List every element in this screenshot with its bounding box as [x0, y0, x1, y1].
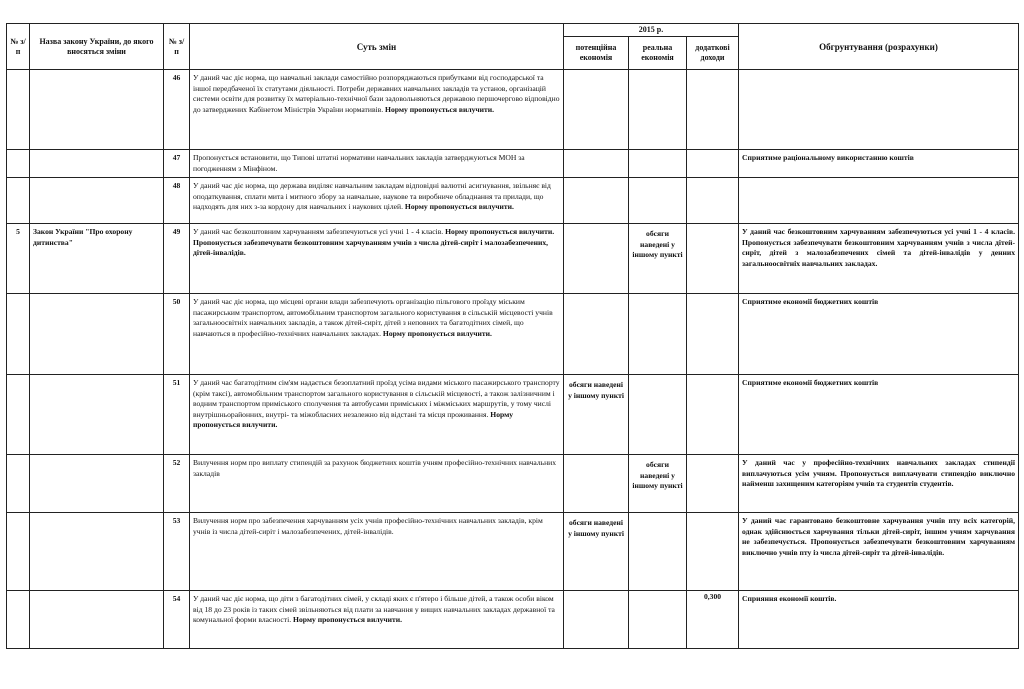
header-year: 2015 р.	[564, 24, 739, 37]
table-row	[7, 455, 1019, 513]
note-real: обсяги наведені у іншому пункті	[632, 460, 683, 490]
row-potential	[564, 294, 629, 375]
table-row	[7, 224, 1019, 294]
row-text-bold: Норму пропонується вилучити.	[382, 328, 492, 338]
row-text	[190, 591, 564, 649]
cell-no	[7, 70, 30, 150]
row-justification: Сприятиме економії бюджетних коштів	[739, 294, 1019, 375]
row-extra	[687, 375, 739, 455]
row-justification: Сприяння економії коштів.	[739, 591, 1019, 649]
note-potential: обсяги наведені у іншому пункті	[568, 380, 624, 400]
table-row	[7, 513, 1019, 591]
row-extra	[687, 224, 739, 294]
row-text	[190, 224, 564, 294]
header-item-no: № з/п	[164, 24, 190, 70]
table-row	[7, 70, 1019, 150]
row-text-bold: Норму пропонується вилучити. Пропонується забезпечувати безкоштовним харчуванням учнів з числа дітей-сиріт і малозабезпечених, дітей-інвалідів.	[193, 227, 555, 257]
row-text-body: Вилучення норм про виплату стипендій за рахунок бюджетних коштів учням професійно-технічних навчальних закладів	[193, 458, 557, 478]
header-potential: потенційна економія	[564, 37, 629, 70]
row-text-body: Вилучення норм про забезпечення харчуванням усіх учнів професійно-технічних навчальних закладів, крім учнів із числа дітей-сиріт і малозабезпечених, дітей-інвалідів.	[193, 516, 543, 536]
cell-no	[7, 150, 30, 178]
row-text	[190, 294, 564, 375]
row-text	[190, 455, 564, 513]
row-item-no: 54	[164, 591, 190, 649]
row-text-body: У даний час безкоштовним харчуванням забезпечуються усі учні 1 - 4 класів.	[193, 227, 444, 236]
row-real	[629, 591, 687, 649]
cell-law	[30, 591, 164, 649]
row-real	[629, 375, 687, 455]
row-potential	[564, 513, 629, 591]
row-text-body: У даний час діє норма, що держава виділяє навчальним закладам відповідні валютні асигнування, звільняє від оподаткування, сплати мита і митного збору за навчальне, наукове та виробниче обладнання та прилади, що надходять для них з-за кордону для навчальних і наукових цілей.	[193, 181, 551, 211]
row-text-bold: Норму пропонується вилучити.	[293, 615, 403, 624]
row-text	[190, 150, 564, 178]
row-text	[190, 70, 564, 150]
note-real: обсяги наведені у іншому пункті	[632, 229, 683, 259]
row-text-body: У даний час діє норма, що місцеві органи влади забезпечують організацію пільгового проїзду міським пасажирським транспортом, автомобільним транспортом загального користування в сільській місцевості учнів загальноосвітніх навчальних закладів, а також дітей-сиріт, дітей з неповних та багатодітних сімей, що навчаються в професійно-технічних навчальних закладах.	[193, 297, 553, 338]
table-row	[7, 294, 1019, 375]
row-item-no: 52	[164, 455, 190, 513]
table-row	[7, 150, 1019, 178]
row-item-no: 46	[164, 70, 190, 150]
row-law-name: Закон України "Про охорону дитинства"	[30, 224, 164, 294]
row-real	[629, 150, 687, 178]
row-law-no: 5	[7, 224, 30, 294]
row-real	[629, 513, 687, 591]
row-justification: Сприятиме економії бюджетних коштів	[739, 375, 1019, 455]
cell-no	[7, 178, 30, 224]
row-real	[629, 224, 687, 294]
row-justification: У даний час у професійно-технічних навчальних закладах стипендії виплачуються усім учням. Пропонується виплачувати стипендію виключно найменш захищеним категоріям учнів та студентів студентів.	[739, 455, 1019, 513]
row-potential	[564, 591, 629, 649]
row-item-no: 53	[164, 513, 190, 591]
table-row	[7, 375, 1019, 455]
row-real	[629, 70, 687, 150]
row-potential	[564, 375, 629, 455]
row-text	[190, 513, 564, 591]
table-row	[7, 178, 1019, 224]
header-law: Назва закону України, до якого вносяться зміни	[30, 24, 164, 70]
note-potential: обсяги наведені у іншому пункті	[568, 518, 624, 538]
header-justification: Обгрунтування (розрахунки)	[739, 24, 1019, 70]
cell-no	[7, 591, 30, 649]
row-real	[629, 178, 687, 224]
cell-law	[30, 294, 164, 375]
row-text-body: Пропонується встановити, що Типові штатні нормативи навчальних закладів затверджуються МОН за погодженням з Мінфіном.	[193, 153, 525, 173]
cell-no	[7, 375, 30, 455]
row-text	[190, 375, 564, 455]
row-text	[190, 178, 564, 224]
row-extra	[687, 455, 739, 513]
header-real: реальна економія	[629, 37, 687, 70]
row-extra: 0,300	[687, 591, 739, 649]
cell-law	[30, 513, 164, 591]
row-potential	[564, 70, 629, 150]
row-justification: У даний час гарантовано безкоштовне харчування учнів пту всіх категорій, однак здійснюється харчування тільки дітей-сиріт, іншим учням харчування не забезпечується. Пропонується забезпечувати безкоштовним харчуванням виключно учнів пту із числа дітей-сиріт та дітей-інвалідів.	[739, 513, 1019, 591]
amendments-table	[6, 23, 1019, 649]
row-extra	[687, 513, 739, 591]
cell-no	[7, 455, 30, 513]
row-real	[629, 455, 687, 513]
row-text-bold: Норму пропонується вилучити.	[404, 202, 514, 211]
row-item-no: 48	[164, 178, 190, 224]
row-potential	[564, 224, 629, 294]
row-extra	[687, 70, 739, 150]
row-potential	[564, 178, 629, 224]
row-extra	[687, 150, 739, 178]
row-text-bold: Норму пропонується вилучити.	[385, 104, 495, 114]
row-extra	[687, 294, 739, 375]
row-text-body: У даний час діє норма, що діти з багатодітних сімей, у складі яких є п'ятеро і більше дітей, а також особи віком від 18 до 23 років із таких сімей звільняються від плати за навчання у вищих навчальних закладах державної та комунальної форми власності.	[193, 594, 555, 624]
row-item-no: 50	[164, 294, 190, 375]
table-row	[7, 591, 1019, 649]
row-item-no: 47	[164, 150, 190, 178]
row-item-no: 51	[164, 375, 190, 455]
cell-law	[30, 70, 164, 150]
row-text-body: У даний час діє норма, що навчальні заклади самостійно розпоряджаються прибутками від господарської та іншої передбаченої їх статутами діяльності. Потреби державних навчальних закладів та установ, організацій системи освіти для розвитку їх матеріально-технічної бази задовольняються державою першочергово відповідно до затверджених Кабінетом Міністрів України нормативів.	[193, 73, 560, 114]
cell-no	[7, 294, 30, 375]
header-extra: додаткові доходи	[687, 37, 739, 70]
row-justification	[739, 70, 1019, 150]
row-text-body: У даний час багатодітним сім'ям надається безоплатний проїзд усіма видами міського пасажирського транспорту (крім таксі), автомобільним транспортом загального користування в сільській місцевості, а також залізничним і водним транспортом приміського сполучення та автобусами приміських і міжміських маршрутів, у тому числі внутрішньорайонних, внутрі- та міжобласних незалежно від відстані та місця проживання.	[193, 378, 560, 419]
row-text-bold: Норму пропонується вилучити.	[193, 409, 514, 429]
row-potential	[564, 150, 629, 178]
cell-no	[7, 513, 30, 591]
cell-law	[30, 178, 164, 224]
header-essence: Суть змін	[190, 24, 564, 70]
row-justification: У даний час безкоштовним харчуванням забезпечуються усі учні 1 - 4 класів. Пропонується забезпечувати безкоштовним харчуванням учнів з числа дітей-сиріт, дітей з малозабезпечених сімей та дітей-інвалідів у денних загальноосвітніх навчальних закладах.	[739, 224, 1019, 294]
cell-law	[30, 455, 164, 513]
cell-law	[30, 150, 164, 178]
row-extra	[687, 178, 739, 224]
row-real	[629, 294, 687, 375]
header-no: № з/п	[7, 24, 30, 70]
row-justification	[739, 178, 1019, 224]
cell-law	[30, 375, 164, 455]
row-potential	[564, 455, 629, 513]
row-item-no: 49	[164, 224, 190, 294]
row-justification: Сприятиме раціональному використанню коштів	[739, 150, 1019, 178]
